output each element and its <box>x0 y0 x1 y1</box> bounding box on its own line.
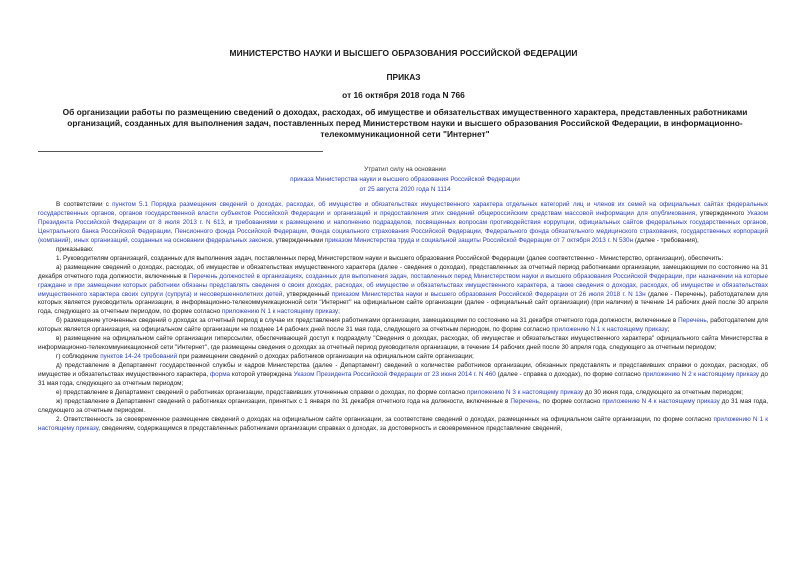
link-appendix-2[interactable]: приложению N 2 к настоящему приказу <box>642 371 759 379</box>
text: , утвержденными <box>272 236 325 244</box>
text: ; <box>338 308 340 316</box>
link-appendix-1[interactable]: приложению N 1 к настоящему приказу <box>551 326 668 334</box>
status-note <box>180 165 630 195</box>
paragraph-1b <box>38 317 768 335</box>
document-type: ПРИКАЗ <box>386 72 421 82</box>
link-list[interactable]: Перечень <box>510 397 539 405</box>
text: (далее - Перечень), работодателем для которых является руководитель организации, в информационно-телекоммуникационной сети "Интернет" на официальном сайте организации (далее - официальный сайт организации) (при наличии) в течение 14 рабочих дней после 30 апреля года, следующего за отчетным периодом, по форме согласно <box>38 290 768 316</box>
link-decree-460[interactable]: Указом Президента Российской Федерации от 23 июня 2014 г. N 460 <box>293 371 496 379</box>
text: , утвержденный <box>282 290 332 298</box>
link-appendix-4[interactable]: приложению N 4 к настоящему приказу <box>602 397 720 405</box>
text: до 31 мая года, следующего за отчетным периодом. <box>38 397 769 414</box>
preamble-paragraph <box>38 201 768 246</box>
text: , сведениям, содержащимся в представленных работниками организации справках о доходах, за достоверность и своевременное представление сведений, <box>98 424 563 432</box>
text: е) представление в Департамент сведений о работниках организации, представивших уточненные справки о доходах, по форме согласно <box>56 389 467 397</box>
paragraph-1: 1. Руководителям организаций, созданных для выполнения задач, поставленных перед Министерством науки и высшего образования Российской Федерации (далее соответственно - Министерство, организации), обеспечить: <box>56 254 724 262</box>
text: (далее - требования), <box>633 236 699 244</box>
link-appendix-3[interactable]: приложению N 3 к настоящему приказу <box>466 389 584 397</box>
link-positions-list[interactable]: Перечень должностей в организациях, созданных для выполнения задач, поставленных перед Министерством науки и высшего образования Российской Федерации, при назначении на которые граждане и при замещении которых работники обязаны представлять сведения о своих доходах, расходах, об имуществе и обязательствах имущественного характера, а также сведения о доходах, расходах, об имуществе и обязательствах имущественного характера своих супруги (супруга) и несовершеннолетних детей <box>38 272 769 298</box>
link-requirements[interactable]: требованиями к размещению и наполнению подразделов, посвященных вопросам противодействия коррупции, официальных сайтов федеральных государственных органов, Центрального банка Российской Федерации, Пенсионного фонда Российской Федерации, Фонда социального страхования Российской Федерации, Федерального фонда обязательного медицинского страхования, государственных корпораций (компаний), иных организаций, созданных на основании федеральных законов <box>38 218 768 244</box>
text: 2. Ответственность за своевременное размещение сведений о доходах на официальном сайте организации, за соответствие сведений о доходах, размещенных на официальном сайте организации, по форме согласно <box>56 415 714 423</box>
order-word: приказываю: <box>56 245 94 253</box>
link-procedure-5-1[interactable]: пунктом 5.1 Порядка размещения сведений о доходах, расходах, об имуществе и обязательствах имущественного характера отдельных категорий лиц и членов их семей на официальных сайтах федеральных государственных органов, органов государственной власти субъектов Российской Федерации и организаций и предоставления этих сведений общероссийским средствам массовой информации для опубликования <box>38 201 768 217</box>
text: а) размещение сведений о доходах, расходах, об имуществе и обязательствах имущественного характера (далее - сведения о доходах), представленных за отчетный период работниками организации, замещающими по состоянию на 31 декабря отчетного года должности, включенные в <box>38 263 768 280</box>
link-order-13n[interactable]: приказом Министерства науки и высшего образования Российской Федерации от 26 июля 2018 г. N 13н <box>331 290 646 298</box>
paragraph-1zh <box>38 398 768 416</box>
text: до 31 мая года, следующего за отчетным периодом; <box>38 371 768 388</box>
separator-line <box>38 151 323 152</box>
text: ; <box>667 326 670 334</box>
document-body <box>38 201 768 434</box>
paragraph-1v: в) размещение на официальном сайте организации гиперссылки, обеспечивающей доступ к подразделу "Сведения о доходах, расходах, об имуществе и обязательствах имущественного характера" официального сайта Министерства в информационно-телекоммуникационной сети "Интернет", где размещены сведения о доходах за отчетный период руководителя организации, в течение 14 рабочих дней после 30 апреля года, следующего за отчетным периодом; <box>38 335 768 352</box>
paragraph-1g <box>38 353 768 362</box>
link-appendix-1[interactable]: приложению N 1 к настоящему приказу <box>38 415 768 432</box>
text: г) соблюдение <box>56 353 101 361</box>
text: д) представление в Департамент государственной службы и кадров Министерства (далее - Департамент) сведений о количестве работников организации, обязанных представлять и представивших справки о доходах, расходах, об имуществе и обязательствах имущественного характера, <box>38 362 768 379</box>
text: б) размещение уточненных сведений о доходах за отчетный период в случае их представления работниками организации, замещающими по состоянию на 31 декабря отчетного года должности, включенные в <box>56 317 679 325</box>
text: , по форме согласно <box>538 397 603 405</box>
link-appendix-1[interactable]: приложению N 1 к настоящему приказу <box>221 308 339 316</box>
text: ж) представление в Департамент сведений о работниках организации, принятых с 1 января по 31 декабря отчетного года на должности, включенные в <box>56 397 511 405</box>
status-note-link-1[interactable]: приказа Министерства науки и высшего образования Российской Федерации <box>290 176 520 183</box>
paragraph-2 <box>38 416 768 434</box>
status-note-text: Утратил силу на основании <box>364 166 446 173</box>
text: которой утверждена <box>230 371 294 379</box>
link-list[interactable]: Перечень <box>678 317 707 325</box>
link-requirements-14-24[interactable]: пунктов 14-24 требований <box>100 353 178 361</box>
paragraph-1a <box>38 264 768 318</box>
link-order-530n[interactable]: приказом Министерства труда и социальной защиты Российской Федерации от 7 октября 2013 г. N 530н <box>324 236 634 244</box>
text: , утвержденного <box>695 209 748 217</box>
ministry-heading: МИНИСТЕРСТВО НАУКИ И ВЫСШЕГО ОБРАЗОВАНИЯ РОССИЙСКОЙ ФЕДЕРАЦИИ <box>229 48 578 58</box>
link-form[interactable]: форма <box>209 371 231 379</box>
text: В соответствии с <box>56 201 113 208</box>
paragraph-1e <box>38 389 768 398</box>
text: (далее - справка о доходах), по форме согласно <box>495 371 643 379</box>
text: до 30 июня года, следующего за отчетным периодом; <box>583 389 744 397</box>
link-decree-613[interactable]: Указом Президента Российской Федерации от 8 июля 2013 г. N 613 <box>38 209 768 226</box>
text: , и <box>224 218 236 226</box>
text: , работодателем для которых является организация, на официальном сайте организации не позднее 14 рабочих дней после 31 мая года, следующего за отчетным периодом, по форме согласно <box>38 317 768 334</box>
document-title: Об организации работы по размещению сведений о доходах, расходах, об имуществе и обязательствах имущественного характера, представленных работниками организаций, созданных для выполнения задач, поставленных перед Министерством науки и высшего образования Российской Федерации, в информационно-телекоммуникационной сети "Интернет" <box>62 107 748 139</box>
status-note-link-2[interactable]: от 25 августа 2020 года N 1114 <box>359 186 451 193</box>
text: при размещении сведений о доходах работников организации на официальном сайте организации; <box>177 353 474 361</box>
paragraph-1d <box>38 362 768 389</box>
document-date-number: от 16 октября 2018 года N 766 <box>342 90 465 100</box>
